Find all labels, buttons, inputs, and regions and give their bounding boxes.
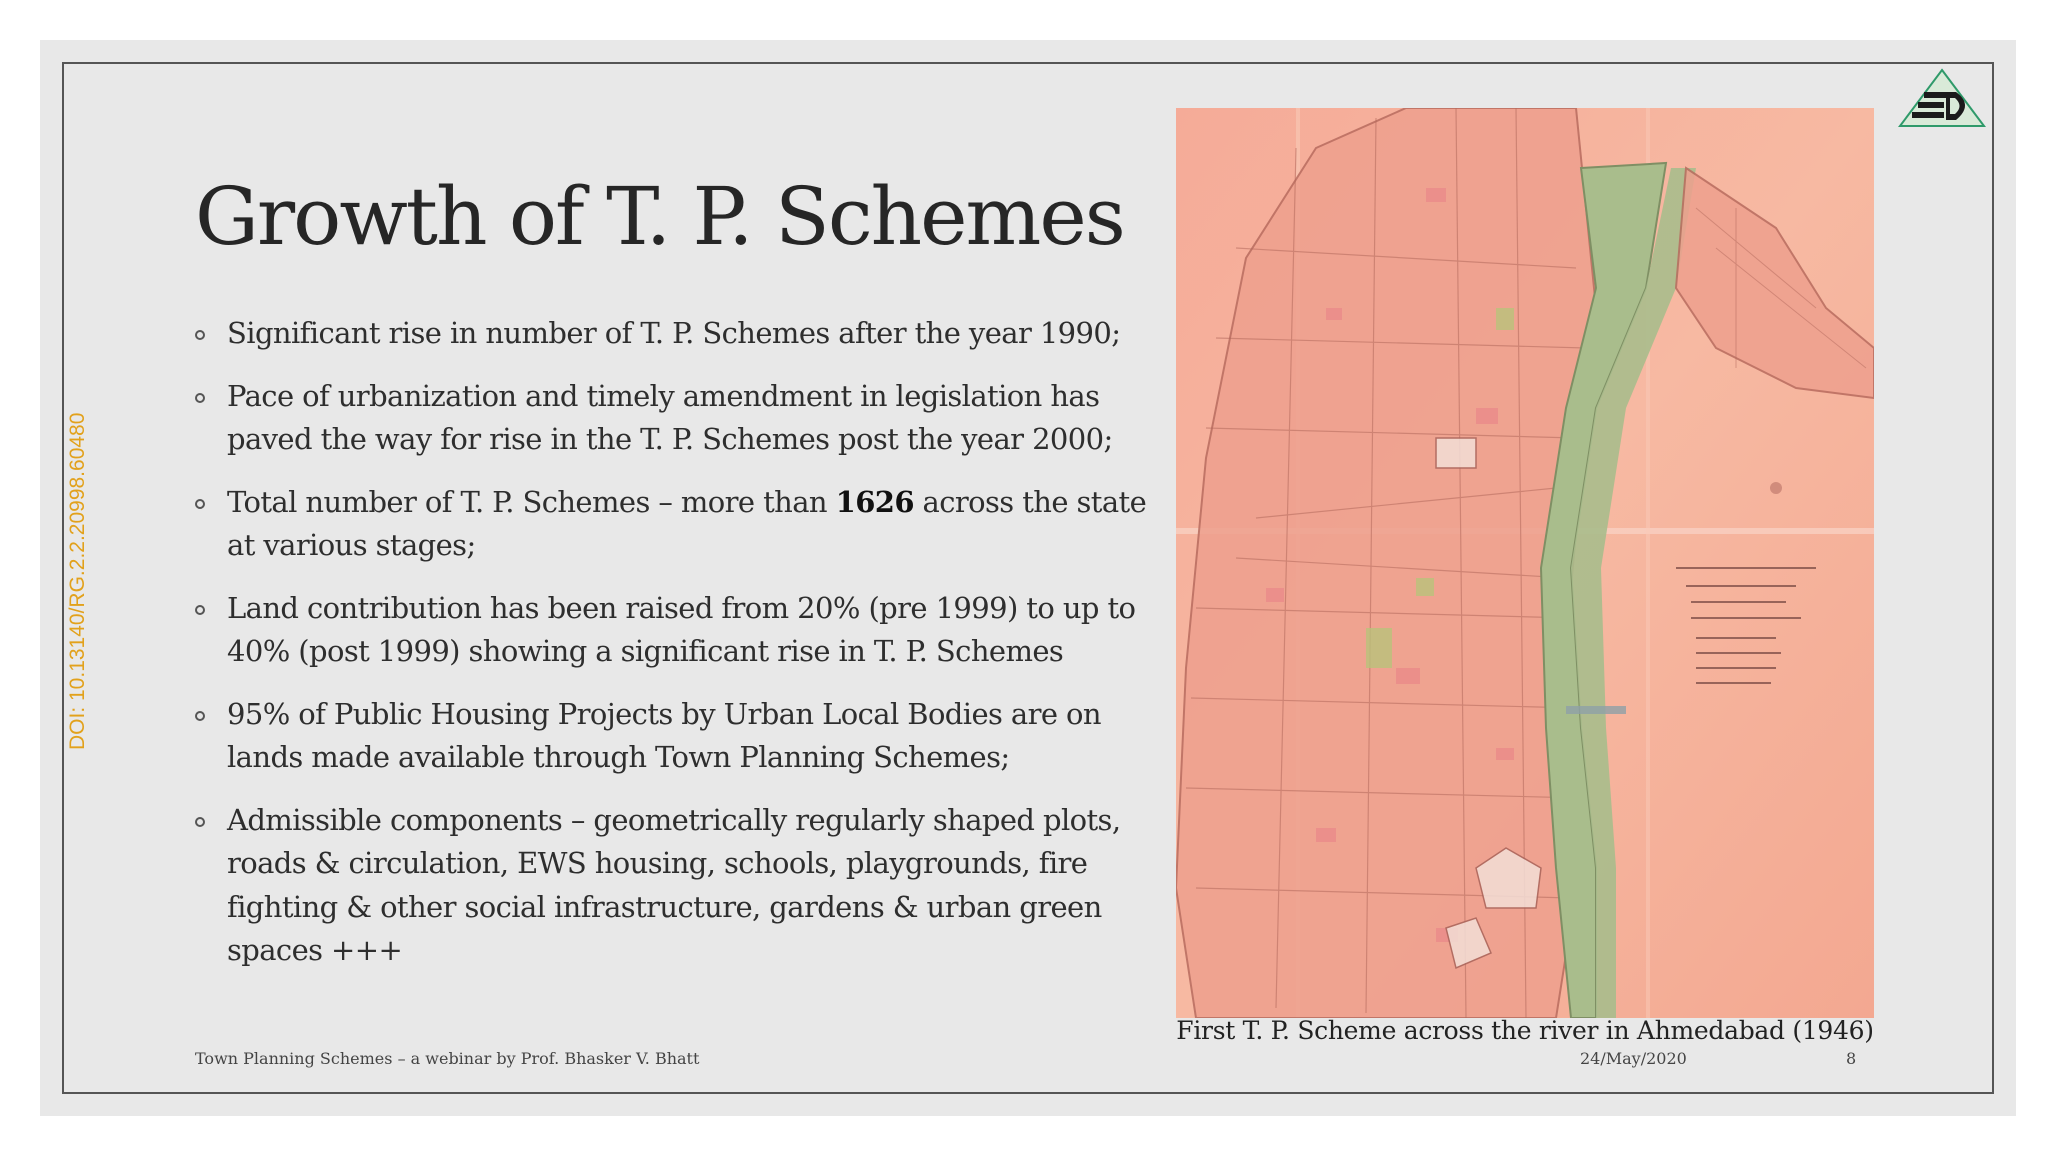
bullet-marker-icon [195, 711, 205, 721]
footer-date: 24/May/2020 [1580, 1049, 1687, 1068]
map-image [1176, 108, 1874, 1018]
scheme-count: 1626 [835, 484, 914, 519]
bullet-item: Pace of urbanization and timely amendment in legislation has paved the way for rise in the T. P. Schemes post the year 2000; [195, 375, 1155, 462]
bullet-marker-icon [195, 605, 205, 615]
footer-title: Town Planning Schemes – a webinar by Prof. Bhasker V. Bhatt [195, 1049, 700, 1068]
bullet-item: Significant rise in number of T. P. Schemes after the year 1990; [195, 312, 1155, 356]
bullet-marker-icon [195, 330, 205, 340]
bullet-item: Total number of T. P. Schemes – more than 1626 across the state at various stages; [195, 481, 1155, 568]
bullet-list [195, 312, 1155, 992]
logo-icon [1898, 68, 1986, 128]
bullet-item: Admissible components – geometrically regularly shaped plots, roads & circulation, EWS housing, schools, playgrounds, fire fighting & other social infrastructure, gardens & urban green spaces +++ [195, 799, 1155, 973]
bullet-marker-icon [195, 499, 205, 509]
page-number: 8 [1846, 1049, 1857, 1068]
bullet-marker-icon [195, 393, 205, 403]
map-caption: First T. P. Scheme across the river in Ahmedabad (1946) [1176, 1016, 1874, 1045]
doi-label: DOI: 10.13140/RG.2.2.20998.60480 [66, 412, 89, 750]
bullet-item: Land contribution has been raised from 20% (pre 1999) to up to 40% (post 1999) showing a significant rise in T. P. Schemes [195, 587, 1155, 674]
bullet-item: 95% of Public Housing Projects by Urban Local Bodies are on lands made available through Town Planning Schemes; [195, 693, 1155, 780]
bullet-marker-icon [195, 817, 205, 827]
slide-title: Growth of T. P. Schemes [195, 170, 1124, 263]
